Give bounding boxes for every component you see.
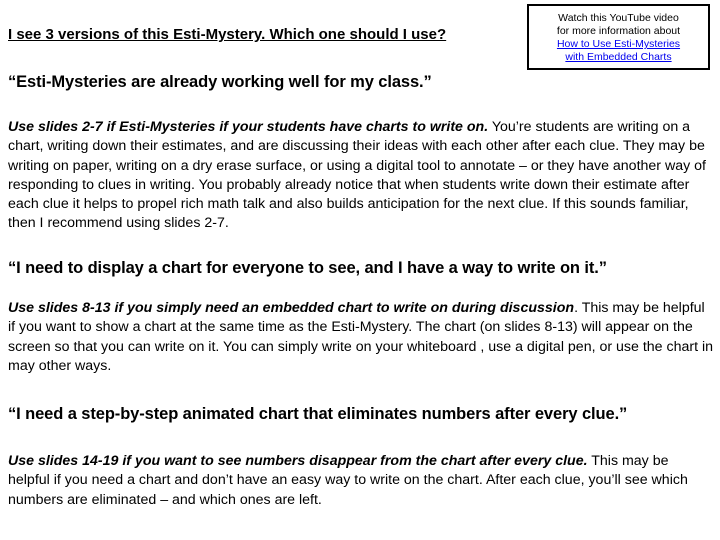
section-1-quote: “Esti-Mysteries are already working well for my class.” <box>8 73 432 91</box>
section-3-quote: “I need a step-by-step animated chart that eliminates numbers after every clue.” <box>8 405 628 423</box>
youtube-link[interactable] <box>529 38 708 64</box>
section-1-lead: Use slides 2-7 if Esti-Mysteries if your students have charts to write on. <box>8 119 489 135</box>
youtube-link-line-1[interactable]: How to Use Esti-Mysteries <box>556 38 681 50</box>
callout-line-2: for more information about <box>556 25 681 37</box>
section-3-paragraph <box>8 452 714 510</box>
page-heading: I see 3 versions of this Esti-Mystery. Which one should I use? <box>8 26 447 43</box>
youtube-callout-box <box>527 4 710 70</box>
section-2-quote: “I need to display a chart for everyone to see, and I have a way to write on it.” <box>8 259 607 277</box>
section-2-lead: Use slides 8-13 if you simply need an embedded chart to write on during discussion <box>8 300 575 316</box>
section-2-paragraph <box>8 299 714 376</box>
section-1-body: You’re students are writing on a chart, writing down their estimates, and are discussing their ideas with each other after each clue. They may be writing on paper, writing on a dry erase surface, or using a digital tool to annotate – or they have another way of responding to clues in writing. You probably already notice that when students write down their estimate after each clue it helps to propel rich math talk and also builds anticipation for the next clue. If this sounds familiar, then I recommend using slides 2-7. <box>8 119 706 232</box>
section-2-body: . This may be helpful if you want to show a chart at the same time as the Esti-Mystery. The chart (on slides 8-13) will appear on the screen so that you can write on it. You can simply write on your whiteboard , use a digital pen, or use the chart in may other ways. <box>8 300 714 374</box>
callout-line-1: Watch this YouTube video <box>558 12 679 24</box>
section-1-paragraph <box>8 118 714 234</box>
section-3-lead: Use slides 14-19 if you want to see numbers disappear from the chart after every clue. <box>8 453 588 469</box>
youtube-link-line-2[interactable]: with Embedded Charts <box>565 51 672 63</box>
section-3-body: This may be helpful if you need a chart and don’t have an easy way to write on the chart. After each clue, you’ll see which numbers are eliminated – and which ones are left. <box>8 453 688 508</box>
